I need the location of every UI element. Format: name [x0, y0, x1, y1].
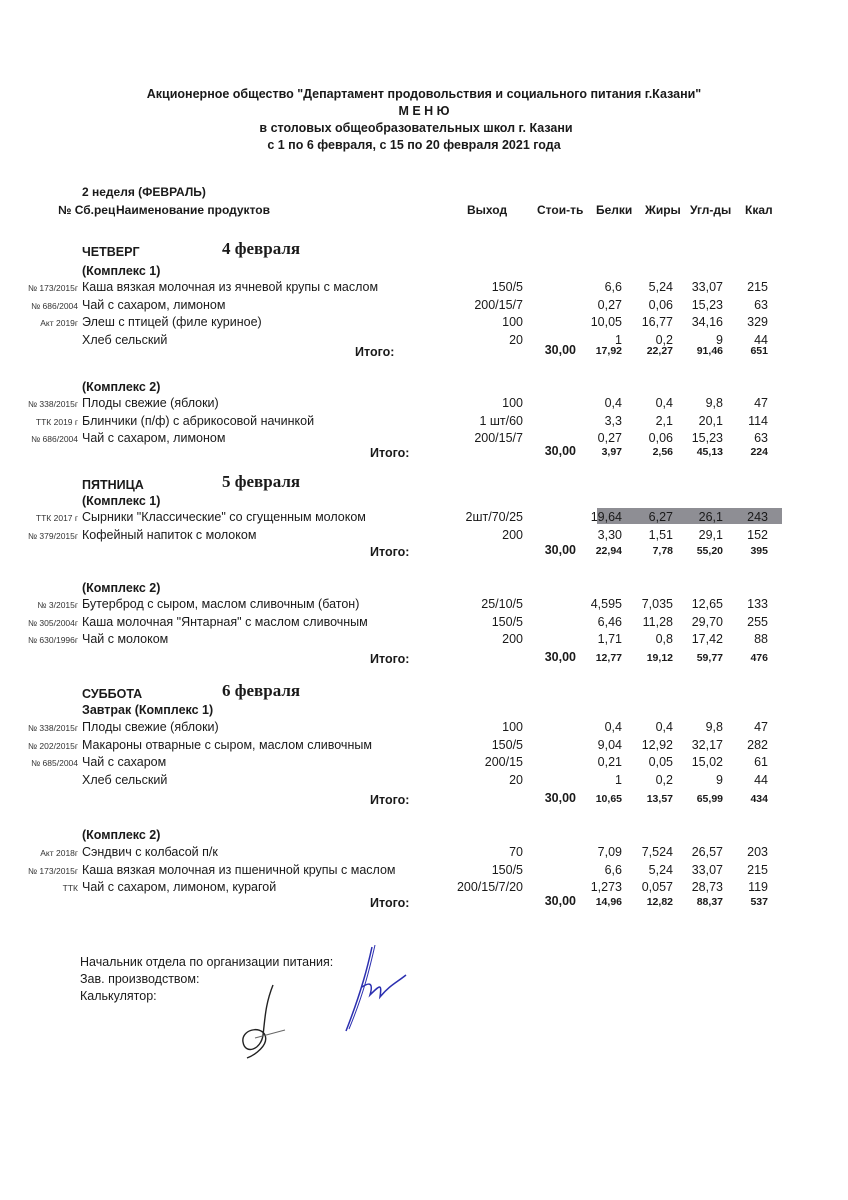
total-label: Итого:	[370, 652, 410, 666]
dish-fat: 1,51	[648, 527, 673, 542]
dish-output: 200/15/7	[474, 431, 523, 445]
dish-name: Хлеб сельский	[82, 332, 168, 347]
dish-output: 150/5	[491, 614, 523, 629]
dish-fat: 0,057	[641, 880, 673, 894]
dish-carbs: 26,1	[698, 510, 723, 524]
dish-output: 200/15/7/20	[456, 880, 523, 894]
dish-fat: 7,524	[641, 845, 673, 859]
dish-output: 200	[502, 632, 523, 646]
dish-protein: 1	[615, 772, 622, 787]
recipe-code: № 379/2015г	[27, 530, 78, 541]
dish-carbs: 32,17	[691, 737, 723, 752]
col-name: Наименование продуктов	[116, 203, 270, 217]
dish-carbs: 26,57	[691, 845, 723, 859]
recipe-code: № 305/2004г	[27, 617, 78, 628]
recipe-code: ТТК 2019 г	[35, 416, 78, 427]
dish-output: 100	[502, 396, 523, 410]
dish-protein: 9,04	[597, 737, 622, 752]
dish-kcal: 63	[754, 297, 768, 312]
total-fat: 22,27	[646, 345, 673, 357]
total-fat: 7,78	[652, 545, 673, 557]
dish-name: Сырники "Классические" со сгущенным молоком	[82, 510, 366, 524]
dish-output: 150/5	[491, 280, 523, 294]
total-carbs: 59,77	[696, 652, 723, 664]
dish-carbs: 29,70	[691, 614, 723, 629]
recipe-code: № 686/2004	[31, 434, 78, 444]
total-protein: 12,77	[595, 652, 622, 664]
total-kcal: 434	[750, 793, 768, 805]
dish-kcal: 152	[747, 527, 768, 542]
dish-carbs: 9	[716, 332, 723, 347]
dish-protein: 19,64	[590, 510, 622, 524]
total-protein: 10,65	[595, 793, 622, 805]
dish-kcal: 44	[754, 772, 768, 787]
dish-output: 100	[502, 720, 523, 734]
dish-name: Сэндвич с колбасой п/к	[82, 845, 218, 859]
dish-kcal: 47	[754, 396, 768, 410]
dish-carbs: 9,8	[705, 720, 723, 734]
dish-protein: 6,6	[604, 280, 622, 294]
signature-head-label: Начальник отдела по организации питания:	[80, 955, 334, 969]
dish-fat: 0,05	[648, 755, 673, 769]
dish-name: Макароны отварные с сыром, маслом сливочным	[82, 737, 372, 752]
week-label: 2 неделя (ФЕВРАЛЬ)	[82, 185, 206, 199]
dish-name: Чай с сахаром, лимоном, курагой	[82, 880, 277, 894]
total-cost: 30,00	[544, 343, 576, 357]
dish-name: Блинчики (п/ф) с абрикосовой начинкой	[82, 413, 315, 428]
dish-carbs: 9	[716, 772, 723, 787]
total-protein: 17,92	[595, 345, 622, 357]
dish-protein: 0,27	[597, 431, 622, 445]
dish-carbs: 9,8	[705, 396, 723, 410]
dish-carbs: 33,07	[691, 862, 723, 877]
day-date: 6 февраля	[222, 681, 301, 700]
dish-output: 200/15	[484, 755, 523, 769]
total-fat: 12,82	[646, 896, 673, 908]
dish-carbs: 33,07	[691, 280, 723, 294]
complex-title: (Комплекс 1)	[82, 494, 161, 508]
dish-kcal: 203	[747, 845, 768, 859]
day-name: СУББОТА	[82, 687, 143, 701]
dish-protein: 6,46	[597, 614, 622, 629]
dish-kcal: 133	[747, 597, 768, 611]
dish-kcal: 243	[747, 510, 768, 524]
total-kcal: 476	[750, 652, 768, 664]
dish-output: 20	[509, 332, 523, 347]
recipe-code: № 338/2015г	[27, 723, 78, 733]
total-label: Итого:	[370, 793, 410, 807]
dish-kcal: 215	[747, 280, 768, 294]
dish-fat: 5,24	[648, 280, 673, 294]
dish-fat: 0,8	[655, 632, 673, 646]
signature-production-label: Зав. производством:	[80, 972, 200, 986]
complex-title: (Комплекс 2)	[82, 380, 161, 394]
total-label: Итого:	[370, 545, 410, 559]
dish-carbs: 28,73	[691, 880, 723, 894]
total-cost: 30,00	[544, 791, 576, 805]
dish-output: 2шт/70/25	[465, 510, 523, 524]
day-date: 5 февраля	[222, 472, 301, 491]
total-cost: 30,00	[544, 543, 576, 557]
total-label: Итого:	[370, 896, 410, 910]
dish-fat: 0,06	[648, 297, 673, 312]
col-output: Выход	[467, 203, 508, 217]
dish-kcal: 44	[754, 332, 768, 347]
dish-name: Чай с сахаром, лимоном	[82, 297, 226, 312]
dish-protein: 6,6	[604, 862, 622, 877]
dish-output: 100	[502, 315, 523, 329]
recipe-code: № 173/2015г	[27, 283, 78, 293]
dish-protein: 1,71	[597, 632, 622, 646]
dish-kcal: 88	[754, 632, 768, 646]
total-protein: 14,96	[595, 896, 622, 908]
total-kcal: 395	[750, 545, 768, 557]
col-kcal: Ккал	[745, 203, 773, 217]
total-label: Итого:	[370, 446, 410, 460]
dish-output: 70	[509, 845, 523, 859]
dish-protein: 1,273	[590, 880, 622, 894]
dish-output: 150/5	[491, 737, 523, 752]
total-protein: 22,94	[595, 545, 622, 557]
complex-title: (Комплекс 2)	[82, 828, 161, 842]
dish-fat: 0,2	[655, 772, 673, 787]
dish-kcal: 282	[747, 737, 768, 752]
dish-fat: 0,2	[655, 332, 673, 347]
recipe-code: № 338/2015г	[27, 399, 78, 409]
dish-kcal: 47	[754, 720, 768, 734]
dish-name: Плоды свежие (яблоки)	[82, 720, 219, 734]
menu-subtitle: в столовых общеобразовательных школ г. Казани	[259, 121, 573, 135]
total-fat: 2,56	[652, 446, 673, 458]
dish-fat: 12,92	[641, 737, 673, 752]
complex-title: (Комплекс 2)	[82, 581, 161, 595]
total-kcal: 537	[750, 896, 768, 908]
dish-carbs: 20,1	[698, 413, 723, 428]
total-carbs: 88,37	[696, 896, 723, 908]
recipe-code: № 173/2015г	[27, 865, 78, 876]
signature-calculator-label: Калькулятор:	[80, 989, 157, 1003]
dish-output: 150/5	[491, 862, 523, 877]
dish-fat: 11,28	[642, 614, 673, 629]
dish-fat: 16,77	[641, 315, 673, 329]
dish-output: 25/10/5	[481, 597, 523, 611]
signature-scribble-1	[225, 980, 295, 1060]
recipe-code: Акт 2019г	[40, 318, 78, 328]
col-recipe: № Сб.рец	[58, 203, 115, 217]
dish-kcal: 119	[748, 880, 768, 894]
dish-fat: 5,24	[648, 862, 673, 877]
dish-fat: 6,27	[648, 510, 673, 524]
col-carbs: Угл-ды	[690, 203, 732, 217]
dish-name: Каша вязкая молочная из ячневой крупы с маслом	[82, 280, 379, 294]
total-fat: 13,57	[646, 793, 673, 805]
dish-fat: 0,4	[655, 720, 673, 734]
dish-protein: 0,4	[604, 720, 622, 734]
total-carbs: 91,46	[696, 345, 723, 357]
dish-output: 200	[502, 527, 523, 542]
dish-name: Чай с сахаром, лимоном	[82, 431, 226, 445]
total-carbs: 45,13	[696, 446, 723, 458]
recipe-code: № 3/2015г	[37, 600, 78, 610]
day-date: 4 февраля	[222, 239, 301, 258]
recipe-code: ТТК	[62, 883, 78, 893]
dish-carbs: 29,1	[698, 527, 723, 542]
dish-protein: 1	[615, 332, 622, 347]
total-label: Итого:	[355, 345, 395, 359]
dish-protein: 3,3	[604, 413, 622, 428]
dish-kcal: 61	[754, 755, 768, 769]
total-cost: 30,00	[544, 444, 576, 458]
complex-title: Завтрак (Комплекс 1)	[82, 703, 214, 717]
recipe-code: № 686/2004	[31, 300, 78, 311]
dish-kcal: 63	[754, 431, 768, 445]
recipe-code: № 685/2004	[31, 758, 78, 768]
dish-kcal: 329	[747, 315, 768, 329]
col-fat: Жиры	[645, 203, 681, 217]
menu-title: М Е Н Ю	[398, 104, 450, 118]
dish-fat: 2,1	[655, 413, 673, 428]
dish-output: 20	[509, 772, 523, 787]
dish-name: Чай с сахаром	[82, 755, 167, 769]
dish-kcal: 215	[747, 862, 768, 877]
dish-name: Элеш с птицей (филе куриное)	[82, 315, 262, 329]
dish-name: Хлеб сельский	[82, 772, 168, 787]
dish-output: 200/15/7	[474, 297, 523, 312]
dish-protein: 0,4	[604, 396, 622, 410]
dish-protein: 10,05	[590, 315, 622, 329]
total-kcal: 224	[750, 446, 768, 458]
dish-protein: 3,30	[597, 527, 622, 542]
recipe-code: № 202/2015г	[27, 740, 78, 751]
menu-period: с 1 по 6 февраля, с 15 по 20 февраля 2021 года	[267, 138, 561, 152]
total-cost: 30,00	[544, 650, 576, 664]
col-cost: Стои-ть	[537, 203, 584, 217]
recipe-code: № 630/1996г	[27, 635, 78, 645]
dish-carbs: 15,23	[691, 431, 723, 445]
signature-scribble-2	[340, 945, 420, 1035]
dish-protein: 0,27	[597, 297, 622, 312]
dish-name: Чай с молоком	[82, 632, 169, 646]
dish-name: Кофейный напиток с молоком	[82, 527, 257, 542]
recipe-code: ТТК 2017 г	[35, 513, 78, 523]
dish-name: Каша молочная "Янтарная" с маслом сливочным	[82, 614, 368, 629]
org-title: Акционерное общество "Департамент продовольствия и социального питания г.Казани"	[146, 87, 702, 101]
dish-carbs: 15,02	[691, 755, 723, 769]
dish-protein: 7,09	[597, 845, 622, 859]
total-fat: 19,12	[646, 652, 673, 664]
dish-fat: 0,06	[648, 431, 673, 445]
total-carbs: 55,20	[696, 545, 723, 557]
dish-fat: 7,035	[641, 597, 673, 611]
dish-carbs: 12,65	[691, 597, 723, 611]
total-cost: 30,00	[544, 894, 576, 908]
dish-kcal: 255	[747, 614, 768, 629]
dish-name: Каша вязкая молочная из пшеничной крупы с маслом	[82, 862, 396, 877]
col-protein: Белки	[596, 203, 633, 217]
total-protein: 3,97	[601, 446, 622, 458]
day-name: ЧЕТВЕРГ	[82, 245, 140, 259]
dish-protein: 4,595	[590, 597, 622, 611]
total-carbs: 65,99	[696, 793, 723, 805]
dish-carbs: 17,42	[691, 632, 723, 646]
dish-fat: 0,4	[655, 396, 673, 410]
dish-protein: 0,21	[597, 755, 622, 769]
dish-name: Плоды свежие (яблоки)	[82, 396, 219, 410]
total-kcal: 651	[750, 345, 768, 357]
dish-name: Бутерброд с сыром, маслом сливочным (батон)	[82, 597, 360, 611]
dish-output: 1 шт/60	[479, 413, 523, 428]
dish-carbs: 15,23	[691, 297, 723, 312]
recipe-code: Акт 2018г	[40, 848, 78, 858]
day-name: ПЯТНИЦА	[82, 478, 144, 492]
dish-carbs: 34,16	[691, 315, 723, 329]
dish-kcal: 114	[748, 413, 768, 428]
complex-title: (Комплекс 1)	[82, 264, 161, 278]
